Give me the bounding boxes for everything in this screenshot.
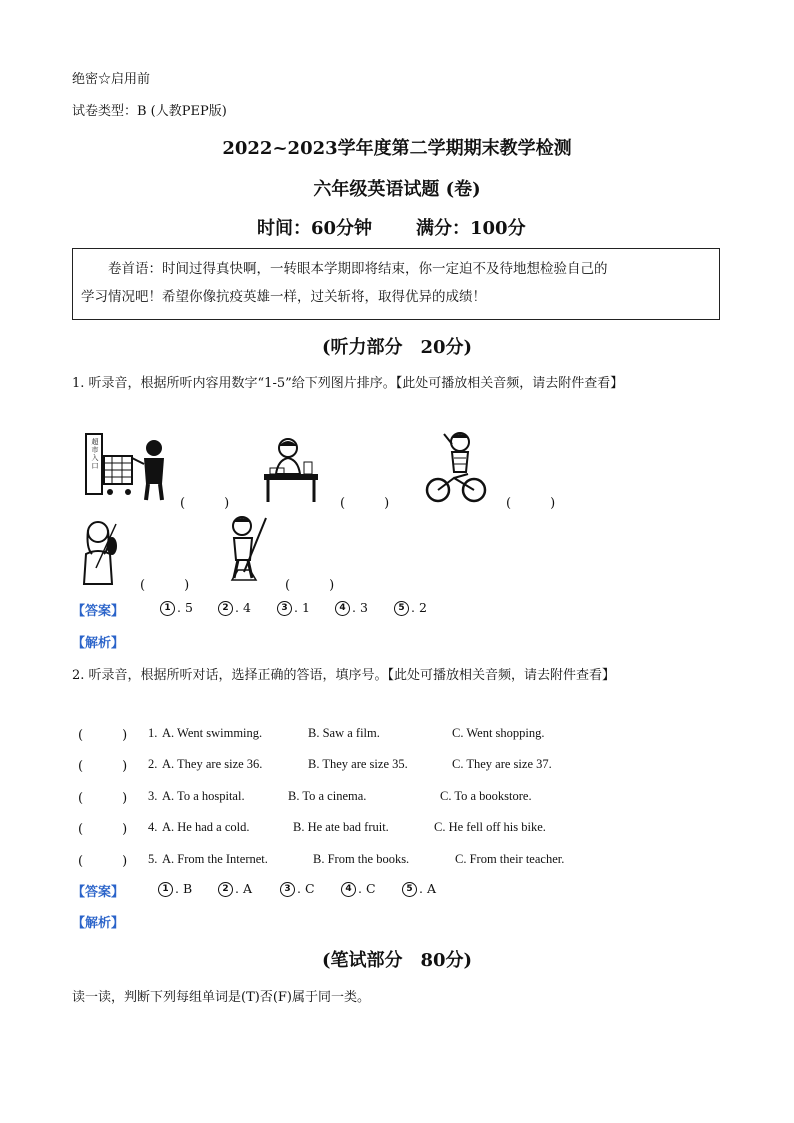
q2-option-a: A. He had a cold. <box>162 820 250 834</box>
q1-answer-1: 1 . 5 <box>160 600 193 616</box>
q1-blank-3[interactable]: ( ) <box>506 496 556 511</box>
exam-title: 2022~2023学年度第二学期期末教学检测 <box>222 138 572 159</box>
q1-answer-2: 2 . 4 <box>218 600 251 616</box>
q2-option-b: B. He ate bad fruit. <box>293 820 389 834</box>
listening-heading: (听力部分 20分) <box>321 337 473 358</box>
q1-blank-4[interactable]: ( ) <box>140 578 190 593</box>
q2-analysis-label: 【解析】 <box>72 916 125 931</box>
confidential-label: 绝密☆启用前 <box>72 72 151 87</box>
q1-blank-2[interactable]: ( ) <box>340 496 390 511</box>
q2-blank[interactable]: ( ) <box>78 822 128 837</box>
q2-answer-5: 5 . A <box>402 881 436 897</box>
q2-blank[interactable]: ( ) <box>78 791 128 806</box>
exam-score: 满分：100分 <box>416 218 526 239</box>
q2-blank[interactable]: ( ) <box>78 854 128 869</box>
q2-option-b: B. From the books. <box>313 852 410 866</box>
q1-answer-label: 【答案】 <box>72 604 125 619</box>
q2-answer-2: 2 . A <box>218 881 252 897</box>
q2-num: 1. <box>148 726 158 740</box>
q1-prompt: 1. 听录音，根据所听内容用数字“1-5”给下列图片排序。【此处可播放相关音频，请去附件查看】 <box>72 376 624 391</box>
q1-answer-3: 3 . 1 <box>277 600 310 616</box>
q1-blank-5[interactable]: ( ) <box>285 578 335 593</box>
q1-analysis-label: 【解析】 <box>72 636 125 651</box>
q2-num: 5. <box>148 852 158 866</box>
q2-num: 3. <box>148 789 158 803</box>
q1-blank-1[interactable]: ( ) <box>180 496 230 511</box>
sweeping-picture <box>222 514 272 586</box>
q2-num: 2. <box>148 757 158 771</box>
circled-number: 5 <box>394 601 409 616</box>
q2-option-c: C. From their teacher. <box>455 852 565 866</box>
circled-number: 4 <box>335 601 350 616</box>
q2-option-c: C. He fell off his bike. <box>434 820 546 834</box>
q2-option-c: C. Went shopping. <box>452 726 545 740</box>
cycling-picture <box>424 430 488 504</box>
violin-picture <box>72 518 128 586</box>
q2-option-b: B. Saw a film. <box>308 726 380 740</box>
q2-answer-3: 3 . C <box>280 881 315 897</box>
intro-box <box>72 248 720 320</box>
circled-number: 4 <box>341 882 356 897</box>
circled-number: 3 <box>277 601 292 616</box>
q2-prompt: 2. 听录音，根据所听对话，选择正确的答语，填序号。【此处可播放相关音频，请去附件查看】 <box>72 668 616 683</box>
q2-option-a: A. They are size 36. <box>162 757 263 771</box>
q2-blank[interactable]: ( ) <box>78 728 128 743</box>
circled-number: 1 <box>158 882 173 897</box>
q2-num: 4. <box>148 820 158 834</box>
intro-line-1: 卷首语：时间过得真快啊，一转眼本学期即将结束，你一定迫不及待地想检验自己的 <box>108 261 608 277</box>
q2-option-b: B. They are size 35. <box>308 757 408 771</box>
q2-answer-4: 4 . C <box>341 881 376 897</box>
q2-option-a: A. To a hospital. <box>162 789 245 803</box>
q1-answer-5: 5 . 2 <box>394 600 427 616</box>
intro-line-2: 学习情况吧！希望你像抗疫英雄一样，过关斩将，取得优异的成绩！ <box>81 289 486 305</box>
q2-blank[interactable]: ( ) <box>78 759 128 774</box>
q2-option-a: A. Went swimming. <box>162 726 263 740</box>
paper-type: 试卷类型：B (人教PEP版) <box>72 104 227 119</box>
q2-option-c: C. To a bookstore. <box>440 789 532 803</box>
q2-option-a: A. From the Internet. <box>162 852 268 866</box>
circled-number: 5 <box>402 882 417 897</box>
q2-option-b: B. To a cinema. <box>288 789 367 803</box>
supermarket-sign-text: 超市入口 <box>91 438 99 470</box>
exam-time: 时间：60分钟 <box>257 218 373 239</box>
writing-heading: (笔试部分 80分) <box>321 950 473 971</box>
q2-option-c: C. They are size 37. <box>452 757 552 771</box>
q2-answer-label: 【答案】 <box>72 885 125 900</box>
q1-answer-4: 4 . 3 <box>335 600 368 616</box>
circled-number: 2 <box>218 601 233 616</box>
circled-number: 2 <box>218 882 233 897</box>
circled-number: 3 <box>280 882 295 897</box>
reading-at-desk-picture <box>262 436 322 504</box>
q2-answer-1: 1 . B <box>158 881 192 897</box>
circled-number: 1 <box>160 601 175 616</box>
writing-instruction: 读一读，判断下列每组单词是(T)否(F)属于同一类。 <box>72 990 370 1005</box>
exam-subtitle: 六年级英语试题 (卷) <box>313 179 481 200</box>
